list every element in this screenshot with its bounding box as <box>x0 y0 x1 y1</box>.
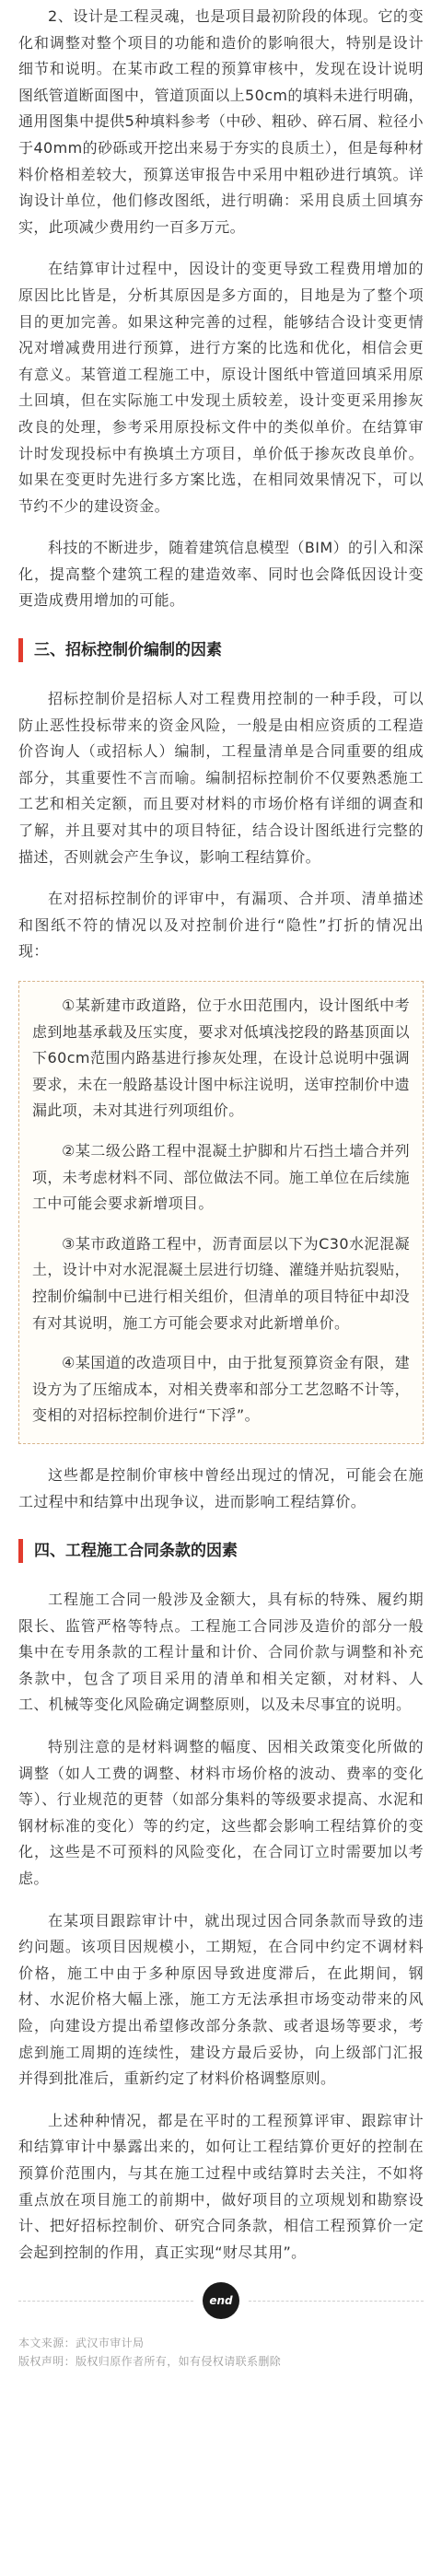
section-heading-bid-control-price: 三、招标控制价编制的因素 <box>18 638 424 662</box>
paragraph-case-summary: 这些都是控制价审核中曾经出现过的情况，可能会在施工过程中和结算中出现争议，进而影响工程结算价。 <box>18 1465 424 1510</box>
case-item-4: ④某国道的改造项目中，由于批复预算资金有限，建设方为了压缩成本，对相关费率和部分工艺忽略不计等，变相的对招标控制价进行“下浮”。 <box>32 1354 411 1425</box>
case-item-1: ①某新建市政道路，位于水田范围内，设计图纸中考虑到地基承载及压实度，要求对低填浅挖段的路基顶面以下60cm范围内路基进行掺灰处理，在设计总说明中强调要求，未在一般路基设计图中标注说明，送审控制价中遗漏此项，未对其进行列项组价。 <box>32 997 411 1120</box>
paragraph-contract-features: 工程施工合同一般涉及金额大，具有标的特殊、履约期限长、监管严格等特点。工程施工合同涉及造价的部分一般集中在专用条款的工程计量和计价、合同价款与调整和补充条款中，包含了项目采用的清单和相关定额，对材料、人工、机械等变化风险确定调整原则，以及未尽事宜的说明。 <box>18 1591 424 1714</box>
article-body <box>0 4 442 2371</box>
case-item-2: ②某二级公路工程中混凝土护脚和片石挡土墙合并列项，未考虑材料不同、部位做法不同。施工单位在后续施工中可能会要求新增项目。 <box>32 1141 411 1213</box>
case-item-3: ③某市政道路工程中，沥青面层以下为C30水泥混凝土，设计中对水泥混凝土层进行切缝、灌缝并贴抗裂贴，控制价编制中已进行相关组价，但清单的项目特征中却没有对其说明，施工方可能会要求对此新增单价。 <box>32 1234 411 1332</box>
paragraph-material-adjustment: 特别注意的是材料调整的幅度、因相关政策变化所做的调整（如人工费的调整、材料市场价格的波动、费率的变化等）、行业规范的更替（如部分集料的等级要求提高、水泥和钢材标准的变化）等的约定，这些都会影响工程结算价的变化，这些是不可预料的风险变化，在合同订立时需要加以考虑。 <box>18 1738 424 1888</box>
end-badge: end <box>203 2282 239 2319</box>
source-line: 本文来源：武汉市审计局 <box>18 2337 145 2350</box>
paragraph-review-issues: 在对招标控制价的评审中，有漏项、合并项、清单描述和图纸不符的情况以及对控制价进行“隐性”打折的情况出现： <box>18 890 424 961</box>
divider-line-left <box>18 2301 193 2302</box>
paragraph-bid-control-price: 招标控制价是招标人对工程费用控制的一种手段，可以防止恶性投标带来的资金风险，一般是由相应资质的工程造价咨询人（或招标人）编制，工程量清单是合同重要的组成部分，其重要性不言而喻。编制招标控制价不仅要熟悉施工工艺和相关定额，而且要对材料的市场价格有详细的调查和了解，并且要对其中的项目特征，结合设计图纸进行完整的描述，否则就会产生争议，影响工程结算价。 <box>18 690 424 866</box>
copyright-line: 版权声明：版权归原作者所有，如有侵权请联系删除 <box>18 2355 282 2369</box>
paragraph-bim: 科技的不断进步，随着建筑信息模型（BIM）的引入和深化，提高整个建筑工程的建造效率、同时也会降低因设计变更造成费用增加的可能。 <box>18 539 424 610</box>
divider-line-right <box>249 2301 424 2302</box>
paragraph-conclusion: 上述种种情况，都是在平时的工程预算评审、跟踪审计和结算审计中暴露出来的，如何让工程结算价更好的控制在预算价范围内，与其在施工过程中或结算时去关注，不如将重点放在项目施工的前期中，做好项目的立项规划和勘察设计、把好招标控制价、研究合同条款，相信工程预算价一定会起到控制的作用，真正实现“财尽其用”。 <box>18 2111 424 2261</box>
section-heading-contract-terms: 四、工程施工合同条款的因素 <box>18 1539 424 1563</box>
paragraph-design-change: 在结算审计过程中，因设计的变更导致工程费用增加的原因比比皆是，分析其原因是多方面的，目地是为了整个项目的更加完善。如果这种完善的过程，能够结合设计变更情况对增减费用进行预算，进行方案的比选和优化，相信会更有意义。某管道工程施工中，原设计图纸中管道回填采用原土回填，但在实际施工中发现土质较差，设计变更采用掺灰改良的处理，参考采用原投标文件中的类似单价。在结算审计时发现投标中有换填土方项目，单价低于掺灰改良单价。如果在变更时先进行多方案比选，在相同效果情况下，可以节约不少的建设资金。 <box>18 260 424 515</box>
end-divider <box>18 2282 424 2319</box>
case-examples-box <box>18 981 424 1444</box>
paragraph-breach-case: 在某项目跟踪审计中，就出现过因合同条款而导致的违约问题。该项目因规模小，工期短，在合同中约定不调材料价格，施工中由于多种原因导致进度滞后，在此期间，钢材、水泥价格大幅上涨，施工方无法承担市场变动带来的风险，向建设方提出希望修改部分条款、或者退场等要求，考虑到施工周期的连续性，建设方最后妥协，向上级部门汇报并得到批准后，重新约定了材料价格调整原则。 <box>18 1911 424 2088</box>
paragraph-design-soul: 2、设计是工程灵魂，也是项目最初阶段的体现。它的变化和调整对整个项目的功能和造价的影响很大，特别是设计细节和说明。在某市政工程的预算审核中，发现在设计说明图纸管道断面图中，管道顶面以上50cm的填料未进行明确，通用图集中提供5种填料参考（中砂、粗砂、碎石屑、粒径小于40mm的砂砾或开挖出来易于夯实的良质土），但是每种材料价格相差较大，预算送审报告中采用中粗砂进行填筑。详询设计单位，他们修改图纸，进行明确：采用良质土回填夯实，此项减少费用约一百多万元。 <box>18 7 424 236</box>
